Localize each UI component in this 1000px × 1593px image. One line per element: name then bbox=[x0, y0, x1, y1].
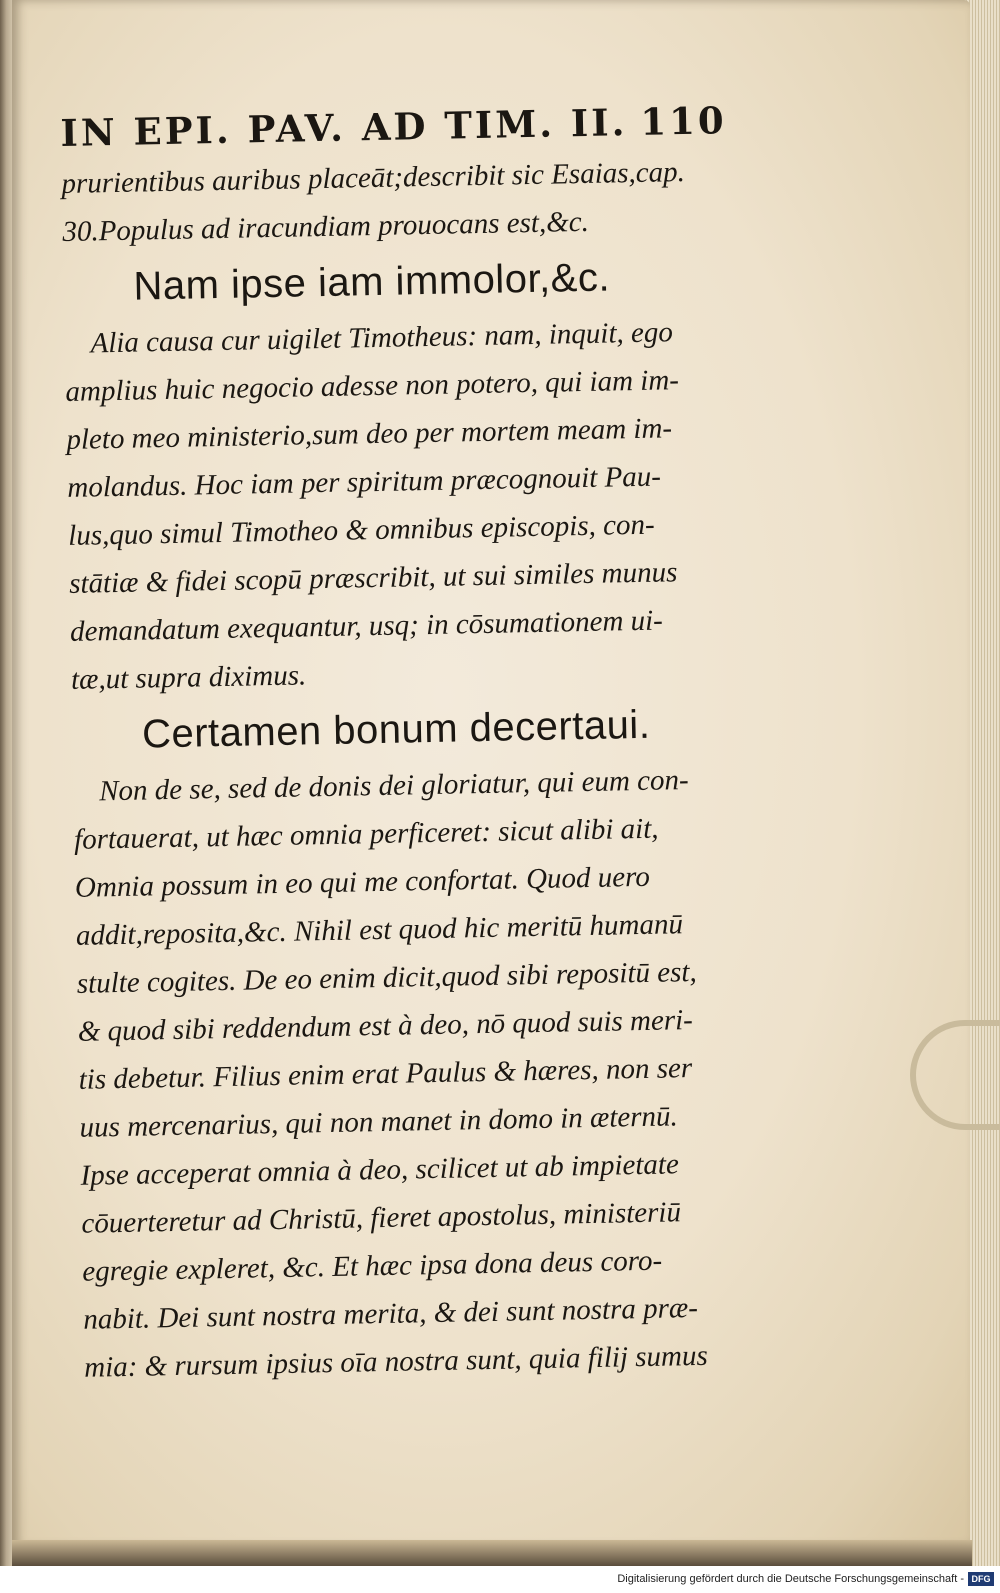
folio-number: 110 bbox=[639, 98, 728, 144]
section-heading: Certamen bonum decertaui. bbox=[141, 702, 651, 757]
text-line: demandatum exequantur, usq; in cōsumationem ui- bbox=[69, 604, 664, 648]
text-line: Omnia possum in eo qui me confortat. Quod uero bbox=[74, 860, 651, 904]
text-line: uus mercenarius, qui non manet in domo in æternū. bbox=[79, 1100, 679, 1144]
text-line: stātiæ & fidei scopū præscribit, ut sui similes munus bbox=[68, 556, 678, 600]
text-line: nabit. Dei sunt nostra merita, & dei sunt nostra præ- bbox=[82, 1291, 699, 1336]
text-line: tis debetur. Filius enim erat Paulus & hæres, non ser bbox=[78, 1052, 693, 1096]
text-line: Non de se, sed de donis dei gloriatur, qui eum con- bbox=[98, 764, 689, 808]
text-line: molandus. Hoc iam per spiritum præcognouit Pau- bbox=[67, 460, 662, 504]
text-line: pleto meo ministerio,sum deo per mortem meam im- bbox=[66, 412, 673, 456]
text-line: stulte cogites. De eo enim dicit,quod sibi repositū est, bbox=[76, 955, 697, 1000]
header-title: IN EPI. PAV. AD TIM. II. bbox=[60, 100, 628, 155]
funding-credit: Digitalisierung gefördert durch die Deutsche Forschungsgemeinschaft - bbox=[617, 1573, 964, 1585]
text-line: lus,quo simul Timotheo & omnibus episcopis, con- bbox=[67, 508, 655, 552]
text-line: mia: & rursum ipsius oīa nostra sunt, quia filij sumus bbox=[83, 1339, 709, 1384]
page-bottom-shadow bbox=[12, 1540, 972, 1566]
text-line: Ipse acceperat omnia à deo, scilicet ut ab impietate bbox=[80, 1148, 680, 1192]
printed-text bbox=[60, 93, 765, 1392]
text-line: amplius huic negocio adesse non potero, qui iam im- bbox=[65, 364, 680, 408]
dfg-logo: DFG bbox=[968, 1572, 994, 1586]
text-line: egregie expleret, &c. Et hæc ipsa dona deus coro- bbox=[82, 1244, 663, 1288]
text-line: 30.Populus ad iracundiam prouocans est,&c. bbox=[62, 205, 590, 248]
text-line: fortauerat, ut hæc omnia perficeret: sicut alibi ait, bbox=[73, 812, 659, 856]
text-line: & quod sibi reddendum est à deo, nō quod suis meri- bbox=[77, 1004, 694, 1048]
text-line: tæ,ut supra diximus. bbox=[70, 659, 307, 696]
footer-bar bbox=[0, 1566, 1000, 1593]
text-line: Alia causa cur uigilet Timotheus: nam, inquit, ego bbox=[90, 316, 674, 360]
section-heading: Nam ipse iam immolor,&c. bbox=[133, 255, 611, 309]
text-line: addit,reposita,&c. Nihil est quod hic meritū humanū bbox=[75, 908, 684, 952]
text-line: cōuerteretur ad Christū, fieret apostolus, ministeriū bbox=[81, 1196, 682, 1240]
text-line: prurientibus auribus placeāt;describit sic Esaias,cap. bbox=[61, 156, 686, 200]
